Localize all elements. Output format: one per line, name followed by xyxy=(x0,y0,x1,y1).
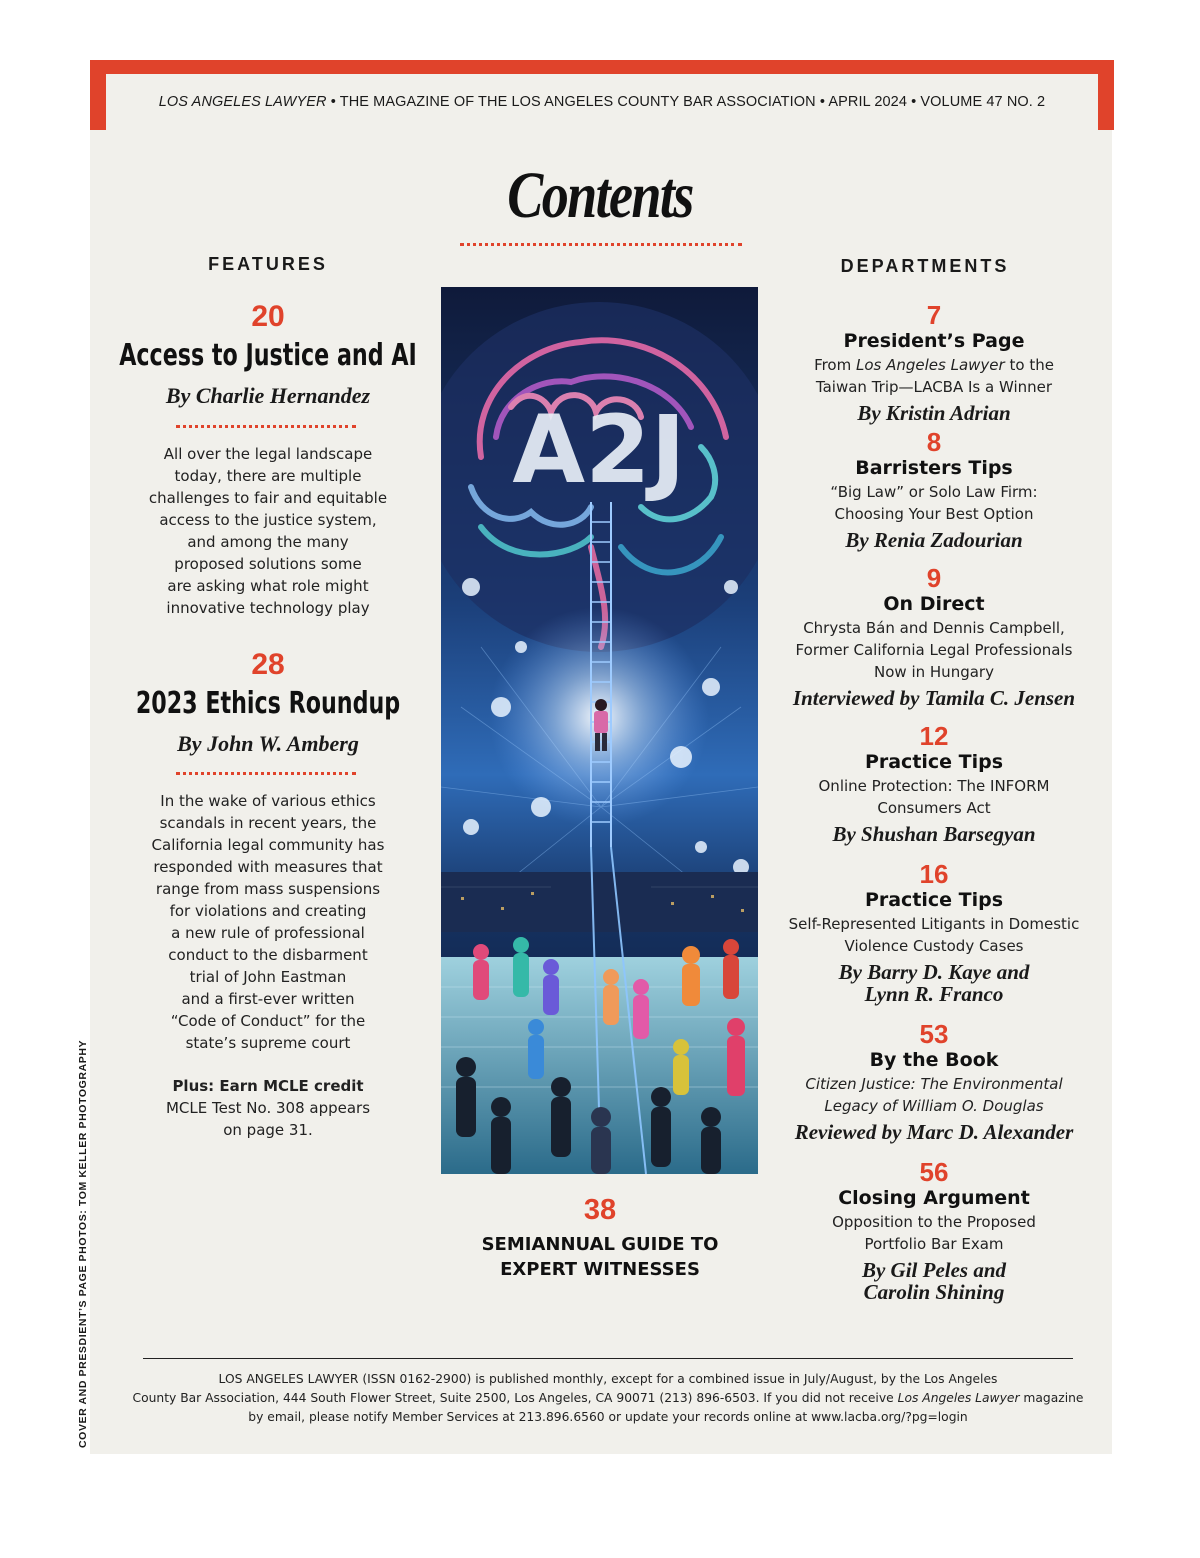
mcle-line: on page 31. xyxy=(223,1121,313,1139)
title-dotted-rule xyxy=(460,243,742,246)
description-line: innovative technology play xyxy=(166,599,370,617)
description-line xyxy=(754,661,1114,683)
description-line: and a first-ever written xyxy=(181,990,355,1008)
byline-line: By Barry D. Kaye and xyxy=(838,960,1030,984)
description-text: Opposition to the Proposed xyxy=(832,1213,1036,1231)
feature-title[interactable]: Access to Justice and AI xyxy=(119,338,417,373)
description-line: trial of John Eastman xyxy=(189,968,347,986)
description-line: All over the legal landscape xyxy=(163,445,373,463)
department-page-number: 16 xyxy=(919,859,949,889)
description-line xyxy=(754,1233,1114,1255)
department-byline xyxy=(754,961,1114,1005)
footer-imprint xyxy=(120,1370,1096,1427)
department-description xyxy=(754,1211,1114,1255)
department-title[interactable]: By the Book xyxy=(869,1049,999,1071)
guide-title-line: EXPERT WITNESSES xyxy=(500,1259,700,1280)
description-line: California legal community has xyxy=(151,836,385,854)
page-title: Contents xyxy=(507,159,693,232)
description-line: access to the justice system, xyxy=(159,511,377,529)
description-line: are asking what role might xyxy=(167,577,369,595)
description-text: Portfolio Bar Exam xyxy=(864,1235,1004,1253)
department-byline xyxy=(754,823,1114,845)
description-text: “Big Law” or Solo Law Firm: xyxy=(830,483,1038,501)
department-page-number: 12 xyxy=(919,721,949,751)
description-line: range from mass suspensions xyxy=(155,880,381,898)
department-page-number: 53 xyxy=(919,1019,949,1049)
masthead xyxy=(106,94,1098,110)
feature-description xyxy=(118,443,418,619)
features-heading: FEATURES xyxy=(208,254,328,274)
department-description xyxy=(754,617,1114,683)
illustration-label: A2J xyxy=(512,396,686,505)
departments-heading: DEPARTMENTS xyxy=(840,256,1010,276)
description-line xyxy=(754,1211,1114,1233)
photo-credit: COVER AND PRESDIENT’S PAGE PHOTOS: TOM KELLER PHOTOGRAPHY xyxy=(77,1039,89,1448)
cover-illustration xyxy=(441,287,758,1174)
description-text: Los Angeles Lawyer xyxy=(856,356,1005,374)
description-text: Violence Custody Cases xyxy=(844,937,1024,955)
description-line xyxy=(754,503,1114,525)
guide-title-line: SEMIANNUAL GUIDE TO xyxy=(481,1234,719,1255)
description-text: Citizen Justice: The Environmental xyxy=(805,1075,1063,1093)
byline-line: By Gil Peles and xyxy=(861,1258,1007,1282)
byline-line: By Renia Zadourian xyxy=(845,528,1023,552)
footer-text: County Bar Association, 444 South Flower Street, Suite 2500, Los Angeles, CA 90071 (213) 896-6503. If you did not receive xyxy=(132,1391,898,1405)
department-title[interactable]: Practice Tips xyxy=(864,751,1004,773)
description-line xyxy=(754,354,1114,376)
department-byline xyxy=(754,687,1114,709)
feature-byline: By John W. Amberg xyxy=(177,731,359,756)
footer-rule xyxy=(143,1358,1073,1359)
description-line: today, there are multiple xyxy=(174,467,362,485)
department-byline xyxy=(754,1259,1114,1303)
department-title[interactable]: President’s Page xyxy=(843,330,1025,352)
description-line: for violations and creating xyxy=(169,902,367,920)
description-text: Choosing Your Best Option xyxy=(834,505,1034,523)
description-text: Consumers Act xyxy=(877,799,991,817)
red-frame-right xyxy=(1098,60,1114,130)
description-line xyxy=(754,797,1114,819)
description-line xyxy=(754,617,1114,639)
guide-page-number: 38 xyxy=(583,1194,617,1226)
description-text: Now in Hungary xyxy=(874,663,994,681)
department-description xyxy=(754,775,1114,819)
description-line: “Code of Conduct” for the xyxy=(170,1012,366,1030)
feature-description xyxy=(118,790,418,1054)
department-page-number: 9 xyxy=(926,563,942,593)
footer-line: LOS ANGELES LAWYER (ISSN 0162-2900) is published monthly, except for a combined issue in July/August, by the Los Angeles xyxy=(218,1372,998,1386)
description-text: Former California Legal Professionals xyxy=(795,641,1073,659)
description-line: and among the many xyxy=(187,533,349,551)
description-line: state’s supreme court xyxy=(185,1034,351,1052)
description-line: a new rule of professional xyxy=(171,924,365,942)
description-line xyxy=(754,775,1114,797)
byline-line: Carolin Shining xyxy=(863,1280,1005,1304)
feature-page-number: 28 xyxy=(251,648,285,681)
description-text: Online Protection: The INFORM xyxy=(818,777,1050,795)
department-byline xyxy=(754,1121,1114,1143)
description-line xyxy=(754,481,1114,503)
description-line: scandals in recent years, the xyxy=(159,814,377,832)
description-line xyxy=(754,639,1114,661)
department-title[interactable]: Barristers Tips xyxy=(855,457,1013,479)
mcle-note xyxy=(118,1075,418,1141)
feature-title[interactable]: 2023 Ethics Roundup xyxy=(135,686,401,721)
department-byline xyxy=(754,402,1114,424)
department-description xyxy=(754,481,1114,525)
department-page-number: 8 xyxy=(926,427,942,457)
description-line: challenges to fair and equitable xyxy=(148,489,388,507)
red-frame-top xyxy=(90,60,1114,74)
feature-byline: By Charlie Hernandez xyxy=(165,383,371,408)
masthead-publication: LOS ANGELES LAWYER xyxy=(158,94,327,110)
guide-title[interactable] xyxy=(440,1232,760,1282)
department-title[interactable]: On Direct xyxy=(883,593,985,615)
mcle-line: MCLE Test No. 308 appears xyxy=(165,1099,371,1117)
byline-line: By Shushan Barsegyan xyxy=(832,822,1036,846)
department-description xyxy=(754,1073,1114,1117)
department-description xyxy=(754,354,1114,398)
description-line xyxy=(754,913,1114,935)
description-line: conduct to the disbarment xyxy=(168,946,368,964)
mcle-heading: Plus: Earn MCLE credit xyxy=(172,1077,364,1095)
description-text: Chrysta Bán and Dennis Campbell, xyxy=(803,619,1065,637)
byline-line: Lynn R. Franco xyxy=(864,982,1004,1006)
department-page-number: 7 xyxy=(926,300,942,330)
feature-page-number: 20 xyxy=(251,300,285,333)
description-line xyxy=(754,1073,1114,1095)
description-line xyxy=(754,935,1114,957)
department-page-number: 56 xyxy=(919,1157,949,1187)
department-title[interactable]: Closing Argument xyxy=(838,1187,1030,1209)
description-line xyxy=(754,1095,1114,1117)
footer-text: magazine xyxy=(1019,1391,1084,1405)
description-text: Self-Represented Litigants in Domestic xyxy=(788,915,1080,933)
department-byline xyxy=(754,529,1114,551)
description-line xyxy=(754,376,1114,398)
description-text: From xyxy=(814,356,856,374)
description-text: Taiwan Trip—LACBA Is a Winner xyxy=(815,378,1053,396)
feature-dotted-rule xyxy=(176,425,356,428)
masthead-details: • THE MAGAZINE OF THE LOS ANGELES COUNTY BAR ASSOCIATION • APRIL 2024 • VOLUME 47 NO. 2 xyxy=(326,94,1046,110)
description-line: In the wake of various ethics xyxy=(160,792,376,810)
byline-line: By Kristin Adrian xyxy=(857,401,1011,425)
footer-line: by email, please notify Member Services at 213.896.6560 or update your records online at www.lacba.org/?pg=login xyxy=(248,1410,968,1424)
red-frame-left xyxy=(90,60,106,130)
footer-line xyxy=(120,1389,1096,1408)
feature-dotted-rule xyxy=(176,772,356,775)
department-description xyxy=(754,913,1114,957)
department-title[interactable]: Practice Tips xyxy=(864,889,1004,911)
description-text: Legacy of William O. Douglas xyxy=(824,1097,1044,1115)
description-line: proposed solutions some xyxy=(174,555,362,573)
byline-line: Reviewed by Marc D. Alexander xyxy=(794,1120,1074,1144)
byline-line: Interviewed by Tamila C. Jensen xyxy=(792,686,1076,710)
description-line: responded with measures that xyxy=(153,858,383,876)
footer-publication: Los Angeles Lawyer xyxy=(897,1391,1020,1405)
description-text: to the xyxy=(1004,356,1054,374)
